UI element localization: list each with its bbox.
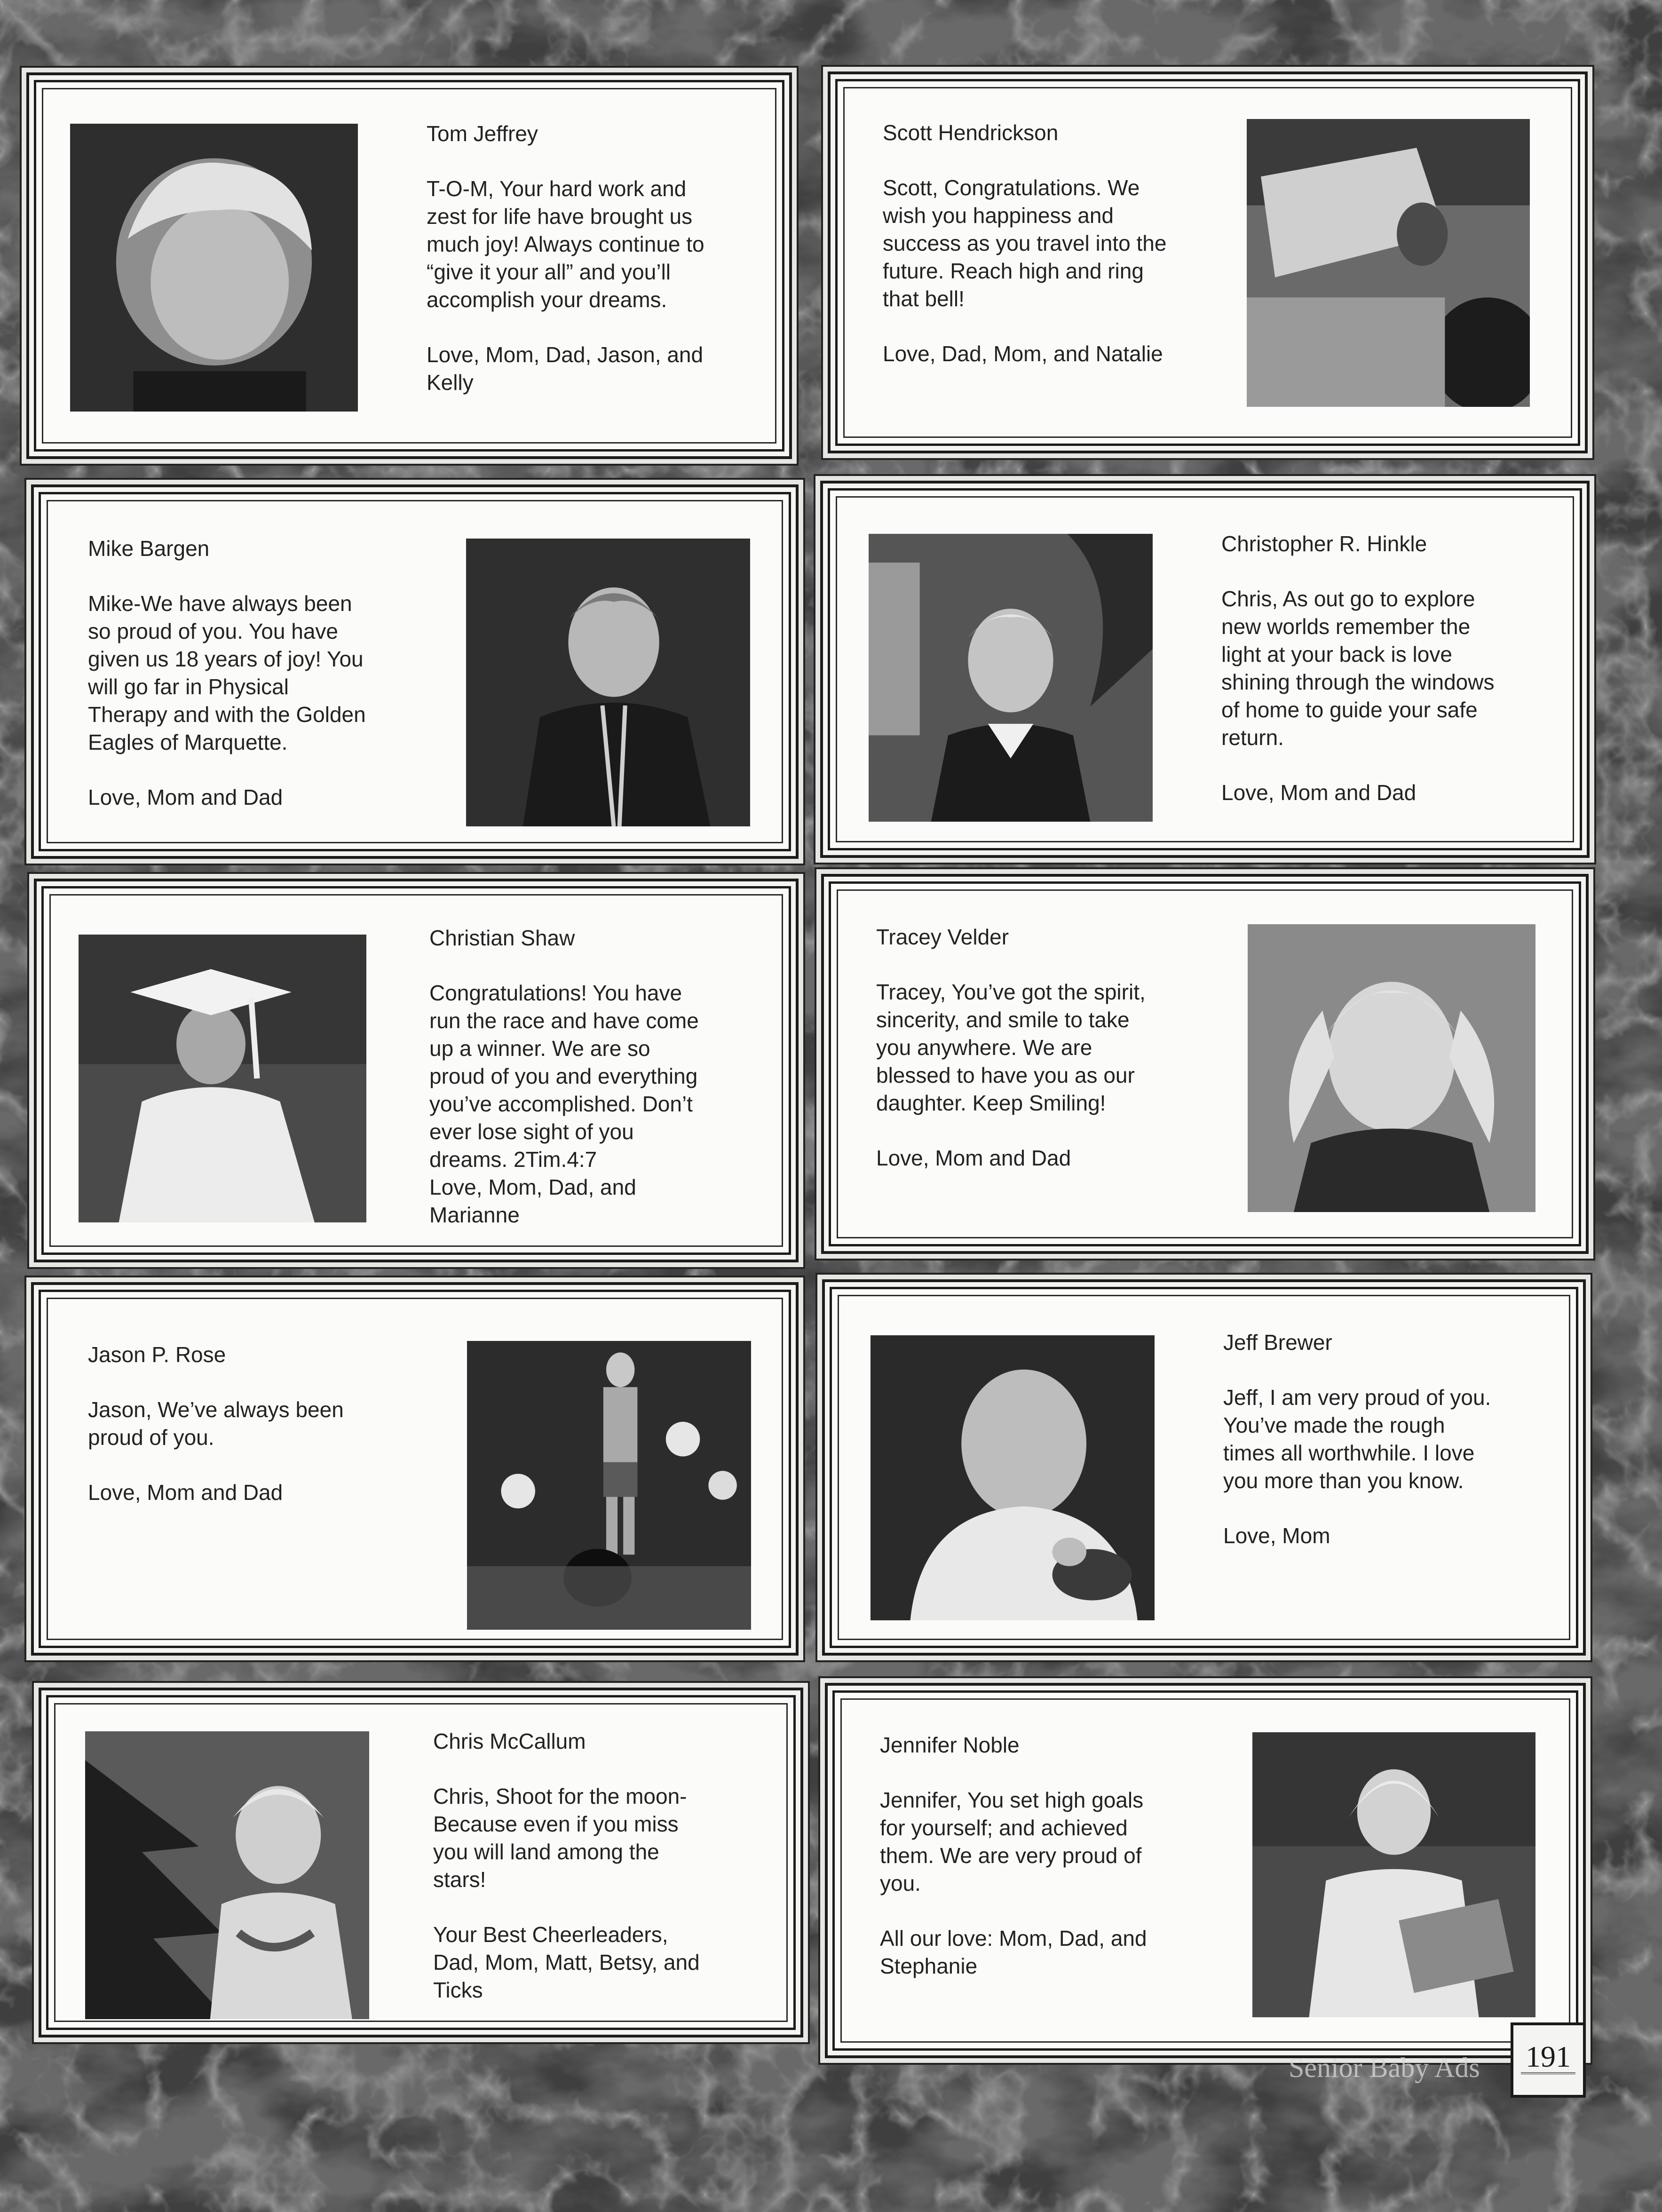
ad-message: Tracey, You’ve got the spirit, sincerity, and smile to take you anywhere. We are blessed to have you as our daughter. Keep Smiling! [876,980,1146,1115]
photo-boy-curly-hair [70,124,358,412]
ad-card-chris-mccallum [46,1695,796,2030]
ad-name: Jeff Brewer [1223,1330,1332,1355]
ad-signature: Love, Mom, Dad, and Marianne [429,1175,636,1227]
photo-boy-christmas-tree [85,1731,369,2019]
ad-signature: Love, Dad, Mom, and Natalie [883,341,1163,366]
photo-boy-garden-dog [467,1341,751,1630]
ad-name: Christian Shaw [429,926,575,950]
ad-message: Scott, Congratulations. We wish you happiness and success as you travel into the future. Reach high and ring that bell! [883,175,1167,311]
ad-signature: All our love: Mom, Dad, and Stephanie [880,1926,1147,1978]
photo-boy-graduation-cap [79,935,366,1222]
ad-signature: Love, Mom and Dad [1221,780,1417,805]
ad-name: Jennifer Noble [880,1733,1020,1757]
ad-message: T-O-M, Your hard work and zest for life have brought us much joy! Always continue to “give it your all” and you’ll accomplish your dreams. [427,176,704,312]
photo-girl-pigtails [1248,924,1535,1212]
ad-message: Jeff, I am very proud of you. You’ve made the rough times all worthwhile. I love you more than you know. [1223,1385,1491,1493]
wave-ornament-icon [1521,2072,1575,2087]
ad-name: Jason P. Rose [88,1342,226,1367]
ad-signature: Love, Mom, Dad, Jason, and Kelly [427,342,704,395]
page-number: 191 [1526,2040,1571,2073]
ad-message: Mike-We have always been so proud of you. You have given us 18 years of joy! You will go far in Physical Therapy and with the Golden Eagles of Marquette. [88,591,366,754]
ad-name: Tom Jeffrey [427,121,538,146]
photo-boy-in-race-car [1247,119,1530,407]
ad-signature: Love, Mom and Dad [88,1480,283,1505]
ad-message: Chris, Shoot for the moon- Because even if you miss you will land among the stars! [433,1784,687,1892]
ad-signature: Love, Mom [1223,1523,1330,1548]
ad-name: Scott Hendrickson [883,120,1059,145]
ad-message: Jason, We’ve always been proud of you. [88,1397,344,1450]
ad-name: Tracey Velder [876,925,1009,949]
ad-name: Mike Bargen [88,536,210,561]
section-label: Senior Baby Ads [1289,2052,1480,2083]
ad-name: Chris McCallum [433,1729,586,1753]
ad-card-mike-bargen [39,492,791,851]
ad-message: Congratulations! You have run the race and have come up a winner. We are so proud of you and everything you’ve accomplished. Don’t ever lose sight of you dreams. 2Tim.4:7 [429,981,699,1172]
ad-message: Jennifer, You set high goals for yourself; and achieved them. We are very proud of you. [880,1788,1144,1895]
ad-card-christopher-hinkle [828,488,1582,850]
ad-card-jennifer-noble [832,1690,1578,2051]
photo-baby-football [871,1335,1155,1620]
ad-signature: Your Best Cheerleaders, Dad, Mom, Matt, Betsy, and Ticks [433,1922,700,2002]
ad-signature: Love, Mom and Dad [88,785,283,809]
photo-boy-track-jacket [466,539,750,826]
ad-signature: Love, Mom and Dad [876,1146,1071,1170]
page-number-box [1511,2022,1586,2098]
ad-card-jeff-brewer [830,1287,1578,1648]
ad-message: Chris, As out go to explore new worlds remember the light at your back is love shining through the windows of home to guide your safe return. [1221,587,1495,750]
photo-girl-with-book [1252,1732,1535,2017]
ad-name: Christopher R. Hinkle [1221,531,1427,556]
ad-card-tracey-velder [829,881,1581,1246]
ad-card-scott-hendrickson [835,79,1580,446]
ad-card-jason-rose [39,1290,791,1648]
ad-card-tom-jeffrey [34,80,784,452]
ad-card-christian-shaw [41,886,791,1255]
photo-boy-vest [869,534,1153,822]
